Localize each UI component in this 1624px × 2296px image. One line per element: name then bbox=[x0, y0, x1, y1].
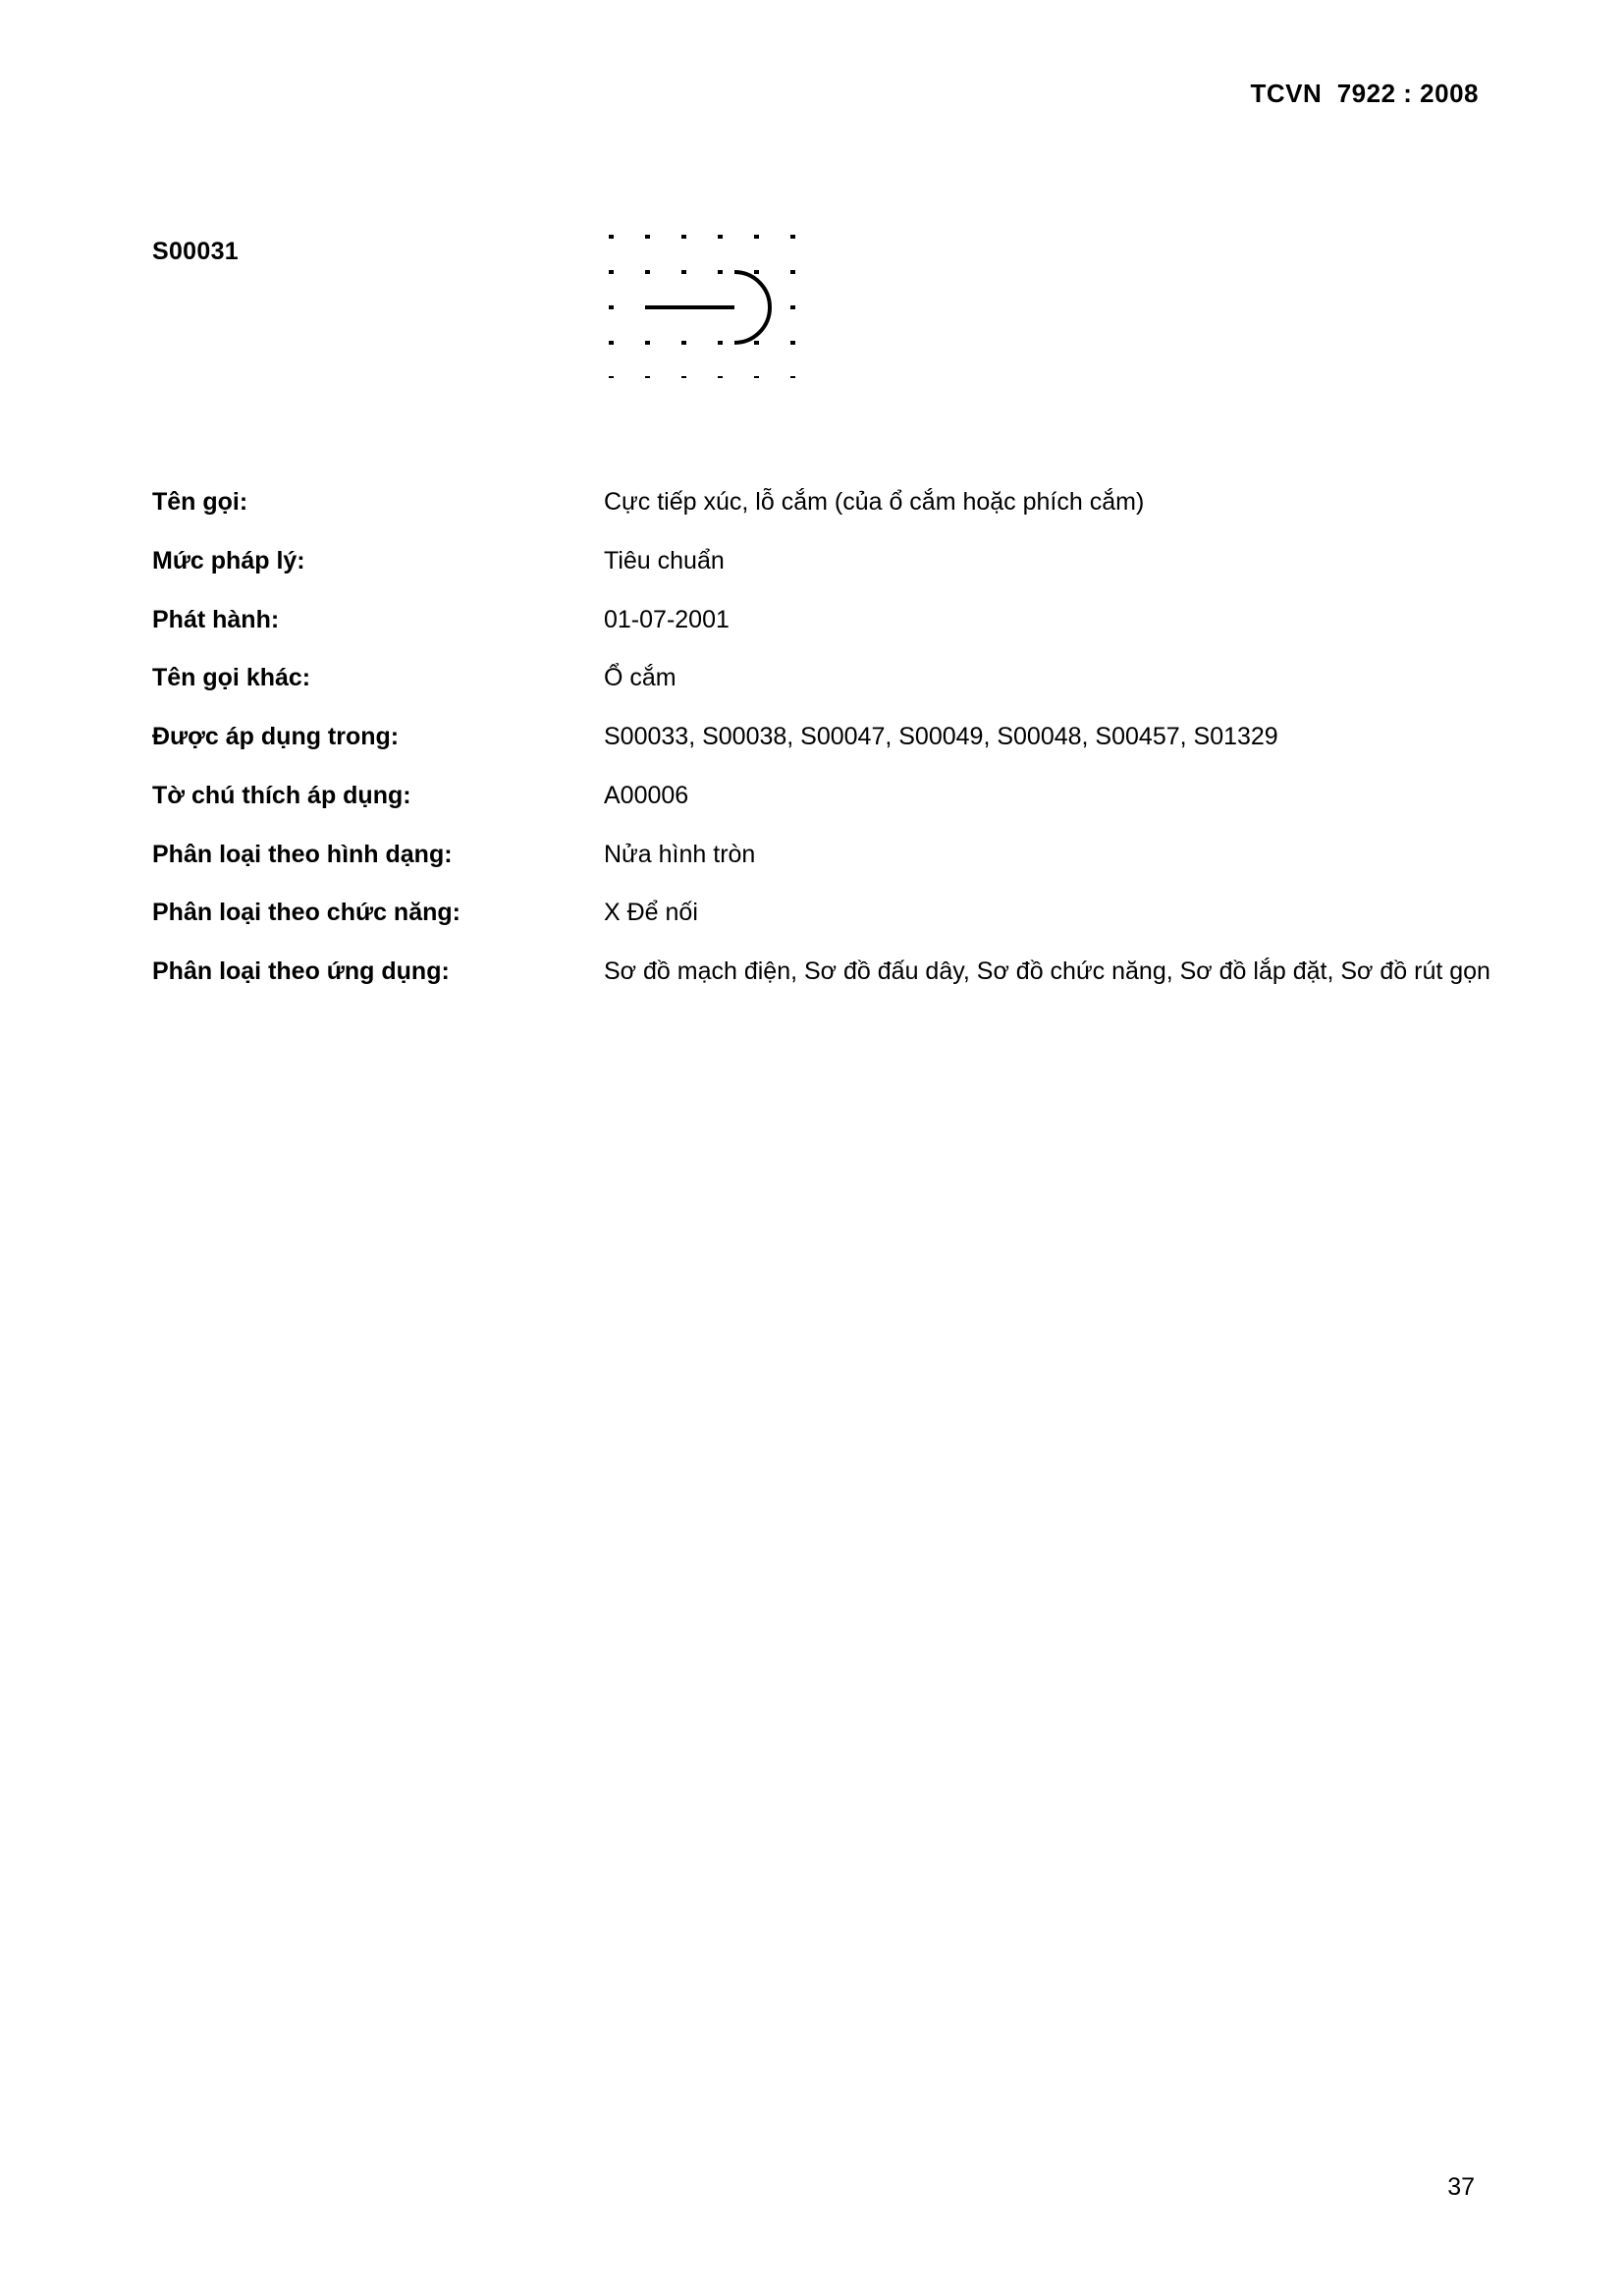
field-label: Tên gọi: bbox=[152, 488, 248, 516]
field-label: Phát hành: bbox=[152, 605, 280, 633]
table-row bbox=[152, 545, 1527, 578]
field-label: Tên gọi khác: bbox=[152, 664, 311, 692]
field-label: Được áp dụng trong: bbox=[152, 723, 400, 750]
field-value: Sơ đồ mạch điện, Sơ đồ đấu dây, Sơ đồ chức năng, Sơ đồ lắp đặt, Sơ đồ rút gọn bbox=[604, 957, 1490, 985]
table-row bbox=[152, 486, 1527, 519]
symbol-properties-table bbox=[152, 486, 1527, 1014]
field-value: A00006 bbox=[604, 781, 689, 809]
field-value: Tiêu chuẩn bbox=[604, 546, 725, 574]
table-row bbox=[152, 897, 1527, 930]
field-value: 01-07-2001 bbox=[604, 605, 730, 633]
table-row bbox=[152, 604, 1527, 637]
field-value: Cực tiếp xúc, lỗ cắm (của ổ cắm hoặc phích cắm) bbox=[604, 488, 1145, 516]
field-value: S00033, S00038, S00047, S00049, S00048, S00457, S01329 bbox=[604, 723, 1278, 750]
field-label: Phân loại theo ứng dụng: bbox=[152, 957, 450, 985]
page-number: 37 bbox=[1447, 2173, 1475, 2201]
table-row bbox=[152, 780, 1527, 813]
page-header-standard-ref: TCVN 7922 : 2008 bbox=[1250, 79, 1479, 108]
table-row bbox=[152, 721, 1527, 754]
table-row bbox=[152, 956, 1527, 989]
table-row bbox=[152, 662, 1527, 695]
field-value: X Để nối bbox=[604, 899, 698, 927]
field-value: Nửa hình tròn bbox=[604, 840, 756, 868]
field-label: Tờ chú thích áp dụng: bbox=[152, 781, 411, 809]
table-row bbox=[152, 839, 1527, 872]
field-label: Phân loại theo hình dạng: bbox=[152, 840, 453, 868]
field-label: Phân loại theo chức năng: bbox=[152, 899, 460, 927]
field-label: Mức pháp lý: bbox=[152, 546, 305, 574]
symbol-code: S00031 bbox=[152, 238, 239, 265]
field-value: Ổ cắm bbox=[604, 664, 677, 692]
symbol-figure bbox=[604, 231, 879, 378]
